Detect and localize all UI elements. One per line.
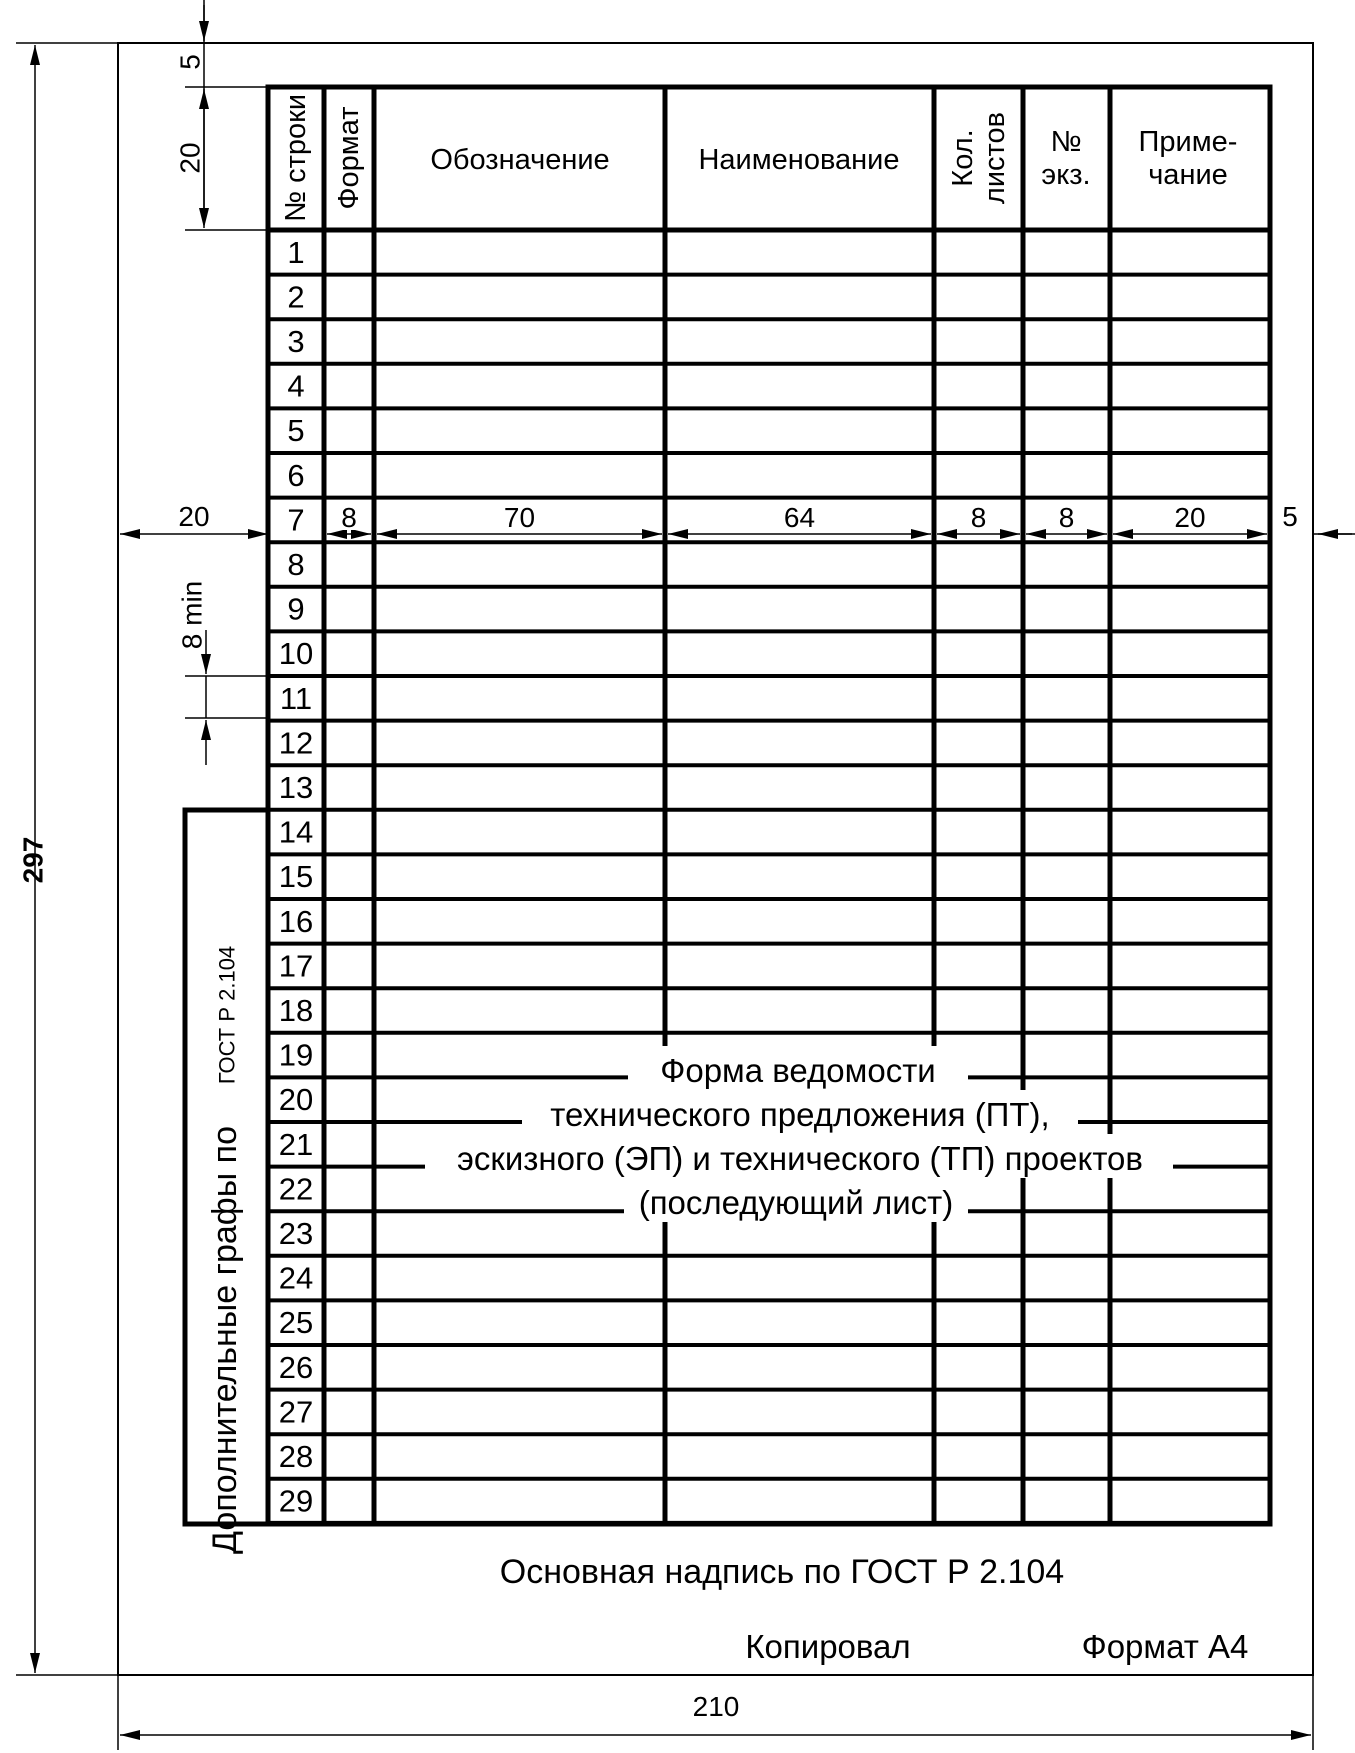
col-width-label: 64 bbox=[783, 502, 816, 533]
header-note-line2: чание bbox=[1148, 159, 1228, 191]
row-number: 27 bbox=[278, 1394, 314, 1430]
header-designation: Обозначение bbox=[430, 144, 610, 176]
side-label-main: Дополнительные графы по bbox=[206, 1126, 244, 1554]
left-margin-label: 20 bbox=[178, 501, 210, 532]
row-number: 26 bbox=[278, 1349, 314, 1385]
col-width-label: 8 bbox=[341, 502, 357, 533]
title-line-2: технического предложения (ПТ), bbox=[550, 1096, 1050, 1133]
header-row-no: № строки bbox=[280, 93, 312, 223]
row-number: 23 bbox=[278, 1216, 314, 1251]
row-number: 12 bbox=[278, 725, 314, 761]
header-height-label: 20 bbox=[174, 142, 206, 174]
row-number: 3 bbox=[287, 324, 305, 359]
row-number: 25 bbox=[278, 1305, 314, 1341]
stamp-text: Основная надпись по ГОСТ Р 2.104 bbox=[499, 1553, 1065, 1591]
row-number: 18 bbox=[278, 993, 314, 1028]
col-width-label: 20 bbox=[1174, 502, 1206, 533]
dim-sheet-height bbox=[16, 43, 118, 1675]
form-title bbox=[425, 1046, 1173, 1222]
header-format: Формат bbox=[333, 106, 365, 210]
table-header bbox=[280, 94, 1237, 222]
row-number: 21 bbox=[278, 1126, 314, 1162]
header-copy-no-line2: экз. bbox=[1041, 159, 1091, 191]
side-label-standard: ГОСТ Р 2.104 bbox=[214, 945, 240, 1085]
row-number: 16 bbox=[278, 903, 314, 939]
row-number: 19 bbox=[278, 1037, 314, 1073]
frame-border bbox=[185, 87, 1270, 1524]
side-label bbox=[206, 946, 244, 1554]
sheet-width-label: 210 bbox=[692, 1691, 740, 1722]
row-number: 15 bbox=[278, 859, 314, 895]
dim-left-margin bbox=[120, 501, 268, 534]
footer-copied: Копировал bbox=[745, 1628, 911, 1665]
dim-right-margin bbox=[1282, 501, 1355, 534]
title-line-1: Форма ведомости bbox=[660, 1052, 936, 1089]
right-margin-label: 5 bbox=[1282, 501, 1298, 532]
row-number: 7 bbox=[287, 502, 305, 538]
row-number: 20 bbox=[278, 1082, 314, 1118]
sheet-height-label: 297 bbox=[17, 836, 49, 884]
title-line-4: (последующий лист) bbox=[638, 1184, 954, 1221]
row-number: 2 bbox=[287, 279, 305, 315]
col-width-label: 8 bbox=[1058, 502, 1075, 533]
row-number: 11 bbox=[279, 680, 313, 716]
row-number: 28 bbox=[278, 1439, 314, 1474]
header-note-line1: Приме- bbox=[1138, 126, 1238, 158]
row-number: 29 bbox=[278, 1483, 314, 1519]
row-number: 17 bbox=[278, 948, 314, 984]
footer-format: Формат А4 bbox=[1081, 1628, 1249, 1665]
col-width-label: 70 bbox=[503, 502, 536, 533]
dim-sheet-width bbox=[118, 1675, 1313, 1750]
row-numbers bbox=[279, 235, 313, 1519]
row-number: 22 bbox=[278, 1171, 314, 1207]
title-line-3: эскизного (ЭП) и технического (ТП) проектов bbox=[457, 1140, 1143, 1177]
col-width-label: 8 bbox=[970, 502, 987, 533]
dim-row-height bbox=[177, 581, 271, 765]
row-number: 6 bbox=[287, 457, 305, 493]
top-margin-label: 5 bbox=[174, 54, 206, 70]
row-number: 24 bbox=[278, 1260, 314, 1296]
row-number: 8 bbox=[287, 547, 305, 582]
row-height-label: 8 min bbox=[176, 580, 208, 650]
header-name: Наименование bbox=[698, 144, 900, 176]
row-number: 4 bbox=[287, 368, 305, 404]
dim-top bbox=[175, 0, 271, 230]
row-number: 1 bbox=[287, 234, 305, 270]
header-sheets-line2: листов bbox=[979, 111, 1011, 205]
header-sheets-line1: Кол. bbox=[947, 129, 979, 187]
row-number: 9 bbox=[287, 591, 305, 627]
row-number: 10 bbox=[278, 636, 314, 672]
table-grid bbox=[185, 87, 1270, 1524]
header-copy-no-line1: № bbox=[1050, 126, 1082, 158]
row-number: 5 bbox=[287, 413, 305, 449]
row-number: 14 bbox=[278, 814, 314, 850]
row-number: 13 bbox=[278, 770, 314, 805]
column-width-dims bbox=[327, 502, 1267, 534]
